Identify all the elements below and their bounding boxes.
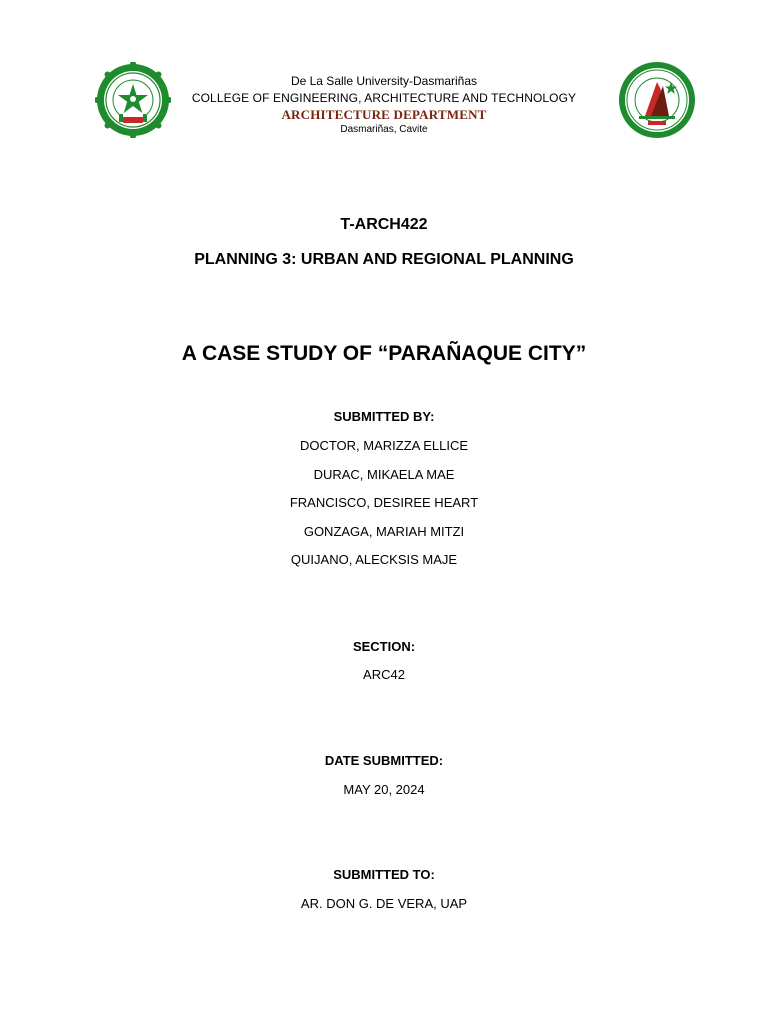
date-submitted-label: DATE SUBMITTED:	[324, 753, 444, 768]
university-name: De La Salle University-Dasmariñas	[290, 74, 478, 88]
department-name: ARCHITECTURE DEPARTMENT	[281, 107, 487, 122]
college-name: COLLEGE OF ENGINEERING, ARCHITECTURE AND TECHNOLOGY	[191, 91, 577, 105]
date-submitted-value: MAY 20, 2024	[343, 782, 425, 797]
member-name: DOCTOR, MARIZZA ELLICE	[299, 438, 469, 453]
member-name: QUIJANO, ALECKSIS MAJE	[290, 552, 458, 567]
document-title: A CASE STUDY OF “PARAÑAQUE CITY”	[181, 342, 587, 365]
submitted-to-value: AR. DON G. DE VERA, UAP	[300, 896, 468, 911]
section-label: SECTION:	[352, 639, 416, 654]
submitted-to-label: SUBMITTED TO:	[333, 867, 435, 882]
course-code: T-ARCH422	[340, 216, 428, 233]
member-name: GONZAGA, MARIAH MITZI	[303, 524, 465, 539]
member-name: FRANCISCO, DESIREE HEART	[289, 495, 479, 510]
submitted-by-label: SUBMITTED BY:	[333, 409, 435, 424]
location: Dasmariñas, Cavite	[340, 124, 428, 135]
section-value: ARC42	[363, 667, 405, 682]
course-title: PLANNING 3: URBAN AND REGIONAL PLANNING	[194, 251, 574, 268]
member-name: DURAC, MIKAELA MAE	[313, 467, 455, 482]
